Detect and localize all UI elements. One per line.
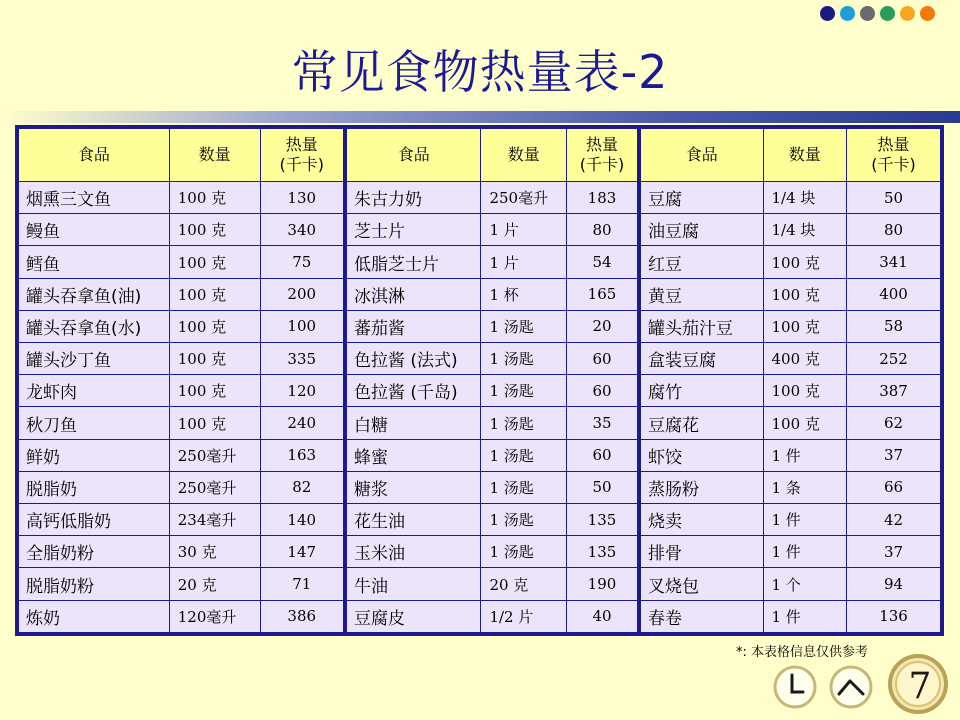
title-divider-band [0, 111, 960, 123]
header-food: 食品 [19, 129, 170, 182]
qty-cell: 1/4 块 [763, 214, 847, 246]
table-row [640, 439, 941, 471]
food-cell: 豆腐花 [640, 407, 764, 439]
calorie-cell: 200 [260, 278, 344, 310]
table-row [640, 375, 941, 407]
calorie-cell: 341 [847, 246, 941, 278]
food-cell: 朱古力奶 [346, 182, 481, 214]
caret-home-icon [831, 667, 871, 707]
qty-cell: 1 汤匙 [481, 439, 567, 471]
qty-cell: 1 片 [481, 214, 567, 246]
page-title: 常见食物热量表-2 [291, 45, 669, 99]
dot-3 [860, 6, 875, 21]
dot-6 [920, 6, 935, 21]
calorie-cell: 252 [847, 343, 941, 375]
table-row [19, 182, 344, 214]
qty-cell: 1 件 [763, 600, 847, 632]
table-row [19, 568, 344, 600]
food-cell: 高钙低脂奶 [19, 504, 170, 536]
qty-cell: 30 克 [169, 536, 260, 568]
food-cell: 油豆腐 [640, 214, 764, 246]
header-calories-line2: (千卡) [579, 155, 625, 174]
calorie-tables [15, 125, 944, 636]
table-row [346, 536, 638, 568]
calorie-cell: 140 [260, 504, 344, 536]
table-row [346, 278, 638, 310]
calorie-cell: 20 [567, 310, 638, 342]
food-cell: 蒸肠粉 [640, 471, 764, 503]
calorie-cell: 80 [847, 214, 941, 246]
food-cell: 玉米油 [346, 536, 481, 568]
calorie-cell: 58 [847, 310, 941, 342]
calorie-cell: 62 [847, 407, 941, 439]
calorie-cell: 340 [260, 214, 344, 246]
food-cell: 鲜奶 [19, 439, 170, 471]
food-cell: 龙虾肉 [19, 375, 170, 407]
table-row [346, 568, 638, 600]
calorie-cell: 183 [567, 182, 638, 214]
table-row [640, 504, 941, 536]
header-calories-line1: 热量 [285, 135, 318, 154]
qty-cell: 1 个 [763, 568, 847, 600]
table-row [346, 471, 638, 503]
qty-cell: 1/2 片 [481, 600, 567, 632]
food-cell: 罐头茄汁豆 [640, 310, 764, 342]
dot-4 [880, 6, 895, 21]
table-row [19, 310, 344, 342]
header-calories-line1: 热量 [877, 135, 910, 154]
header-calories-line1: 热量 [585, 135, 618, 154]
food-cell: 蜂蜜 [346, 439, 481, 471]
food-cell: 色拉酱 (千岛) [346, 375, 481, 407]
food-cell: 黄豆 [640, 278, 764, 310]
food-cell: 糖浆 [346, 471, 481, 503]
calorie-cell: 75 [260, 246, 344, 278]
qty-cell: 1 汤匙 [481, 407, 567, 439]
calorie-cell: 60 [567, 439, 638, 471]
calorie-table-1 [18, 128, 344, 633]
calorie-cell: 100 [260, 310, 344, 342]
table-row [346, 600, 638, 632]
qty-cell: 1 片 [481, 246, 567, 278]
table-row [640, 246, 941, 278]
qty-cell: 100 克 [169, 214, 260, 246]
food-cell: 冰淇淋 [346, 278, 481, 310]
qty-cell: 234毫升 [169, 504, 260, 536]
calorie-cell: 80 [567, 214, 638, 246]
calorie-cell: 37 [847, 439, 941, 471]
qty-cell: 250毫升 [169, 471, 260, 503]
table-row [346, 504, 638, 536]
table-row [640, 310, 941, 342]
table-row [19, 536, 344, 568]
dot-2 [840, 6, 855, 21]
calorie-cell: 120 [260, 375, 344, 407]
header-calories [847, 129, 941, 182]
header-row [19, 129, 344, 182]
qty-cell: 20 克 [169, 568, 260, 600]
food-cell: 豆腐皮 [346, 600, 481, 632]
table-row [346, 439, 638, 471]
table-row [19, 600, 344, 632]
food-cell: 排骨 [640, 536, 764, 568]
food-cell: 烟熏三文鱼 [19, 182, 170, 214]
table-row [640, 343, 941, 375]
qty-cell: 1 条 [763, 471, 847, 503]
food-cell: 鳗鱼 [19, 214, 170, 246]
calorie-cell: 94 [847, 568, 941, 600]
qty-cell: 1 件 [763, 439, 847, 471]
calorie-cell: 60 [567, 343, 638, 375]
calorie-cell: 163 [260, 439, 344, 471]
food-cell: 炼奶 [19, 600, 170, 632]
header-calories-line2: (千卡) [279, 155, 324, 174]
table-row [19, 246, 344, 278]
food-cell: 烧卖 [640, 504, 764, 536]
calorie-cell: 50 [567, 471, 638, 503]
food-cell: 蕃茄酱 [346, 310, 481, 342]
food-cell: 花生油 [346, 504, 481, 536]
food-cell: 色拉酱 (法式) [346, 343, 481, 375]
table-row [346, 310, 638, 342]
table-row [19, 375, 344, 407]
table-row [640, 278, 941, 310]
calorie-cell: 37 [847, 536, 941, 568]
calorie-cell: 335 [260, 343, 344, 375]
header-qty: 数量 [481, 129, 567, 182]
qty-cell: 1/4 块 [763, 182, 847, 214]
calorie-cell: 71 [260, 568, 344, 600]
header-qty: 数量 [169, 129, 260, 182]
qty-cell: 1 汤匙 [481, 310, 567, 342]
qty-cell: 20 克 [481, 568, 567, 600]
qty-cell: 100 克 [169, 375, 260, 407]
qty-cell: 1 汤匙 [481, 471, 567, 503]
qty-cell: 1 汤匙 [481, 375, 567, 407]
food-cell: 罐头吞拿鱼(水) [19, 310, 170, 342]
food-cell: 低脂芝士片 [346, 246, 481, 278]
calorie-cell: 40 [567, 600, 638, 632]
table-row [19, 407, 344, 439]
food-cell: 罐头沙丁鱼 [19, 343, 170, 375]
table-row [346, 407, 638, 439]
food-cell: 脱脂奶 [19, 471, 170, 503]
calorie-cell: 165 [567, 278, 638, 310]
qty-cell: 1 汤匙 [481, 343, 567, 375]
header-food: 食品 [640, 129, 764, 182]
header-calories [567, 129, 638, 182]
qty-cell: 400 克 [763, 343, 847, 375]
qty-cell: 1 汤匙 [481, 504, 567, 536]
next-label: 7 [908, 666, 932, 707]
calorie-cell: 35 [567, 407, 638, 439]
food-cell: 牛油 [346, 568, 481, 600]
calorie-cell: 135 [567, 536, 638, 568]
calorie-cell: 130 [260, 182, 344, 214]
table-row [19, 439, 344, 471]
food-cell: 红豆 [640, 246, 764, 278]
food-cell: 芝士片 [346, 214, 481, 246]
qty-cell: 100 克 [169, 182, 260, 214]
food-cell: 春卷 [640, 600, 764, 632]
seven-next-icon [890, 656, 946, 712]
table-row [640, 568, 941, 600]
food-cell: 叉烧包 [640, 568, 764, 600]
qty-cell: 100 克 [169, 407, 260, 439]
food-cell: 罐头吞拿鱼(油) [19, 278, 170, 310]
calorie-cell: 136 [847, 600, 941, 632]
header-qty: 数量 [763, 129, 847, 182]
table-row [19, 278, 344, 310]
food-cell: 盒装豆腐 [640, 343, 764, 375]
qty-cell: 100 克 [763, 375, 847, 407]
table-row [19, 214, 344, 246]
qty-cell: 1 杯 [481, 278, 567, 310]
qty-cell: 1 汤匙 [481, 536, 567, 568]
qty-cell: 100 克 [763, 278, 847, 310]
food-cell: 虾饺 [640, 439, 764, 471]
food-cell: 白糖 [346, 407, 481, 439]
calorie-cell: 54 [567, 246, 638, 278]
food-cell: 鳕鱼 [19, 246, 170, 278]
food-cell: 秋刀鱼 [19, 407, 170, 439]
table-row [640, 214, 941, 246]
home-button[interactable] [828, 664, 874, 710]
food-cell: 豆腐 [640, 182, 764, 214]
table-row [346, 214, 638, 246]
dot-5 [900, 6, 915, 21]
table-row [346, 343, 638, 375]
back-button[interactable] [772, 664, 818, 710]
calorie-cell: 400 [847, 278, 941, 310]
calorie-cell: 240 [260, 407, 344, 439]
header-calories [260, 129, 344, 182]
dot-1 [820, 6, 835, 21]
table-row [640, 182, 941, 214]
table-row [346, 182, 638, 214]
food-cell: 全脂奶粉 [19, 536, 170, 568]
qty-cell: 120毫升 [169, 600, 260, 632]
table-row [640, 407, 941, 439]
table-row [640, 471, 941, 503]
table-row [19, 343, 344, 375]
qty-cell: 100 克 [169, 343, 260, 375]
qty-cell: 100 克 [169, 310, 260, 342]
next-button[interactable] [886, 652, 950, 716]
qty-cell: 100 克 [169, 278, 260, 310]
table-row [346, 246, 638, 278]
calorie-cell: 135 [567, 504, 638, 536]
calorie-cell: 386 [260, 600, 344, 632]
calorie-cell: 42 [847, 504, 941, 536]
table-row [19, 504, 344, 536]
table-row [640, 536, 941, 568]
qty-cell: 1 件 [763, 536, 847, 568]
qty-cell: 250毫升 [481, 182, 567, 214]
calorie-table-3 [638, 128, 941, 633]
qty-cell: 100 克 [763, 310, 847, 342]
table-row [346, 375, 638, 407]
calorie-cell: 60 [567, 375, 638, 407]
table-row [19, 471, 344, 503]
qty-cell: 100 克 [763, 246, 847, 278]
qty-cell: 100 克 [169, 246, 260, 278]
decorative-dots [820, 6, 935, 21]
calorie-cell: 190 [567, 568, 638, 600]
calorie-cell: 147 [260, 536, 344, 568]
calorie-cell: 82 [260, 471, 344, 503]
header-food: 食品 [346, 129, 481, 182]
qty-cell: 250毫升 [169, 439, 260, 471]
table-row [640, 600, 941, 632]
calorie-cell: 387 [847, 375, 941, 407]
calorie-cell: 50 [847, 182, 941, 214]
clock-back-icon [775, 667, 815, 707]
footnote: *: 本表格信息仅供参考 [736, 645, 869, 660]
qty-cell: 1 件 [763, 504, 847, 536]
food-cell: 脱脂奶粉 [19, 568, 170, 600]
qty-cell: 100 克 [763, 407, 847, 439]
header-row [640, 129, 941, 182]
calorie-table-2 [344, 128, 638, 633]
header-row [346, 129, 638, 182]
calorie-cell: 66 [847, 471, 941, 503]
food-cell: 腐竹 [640, 375, 764, 407]
header-calories-line2: (千卡) [871, 155, 916, 174]
